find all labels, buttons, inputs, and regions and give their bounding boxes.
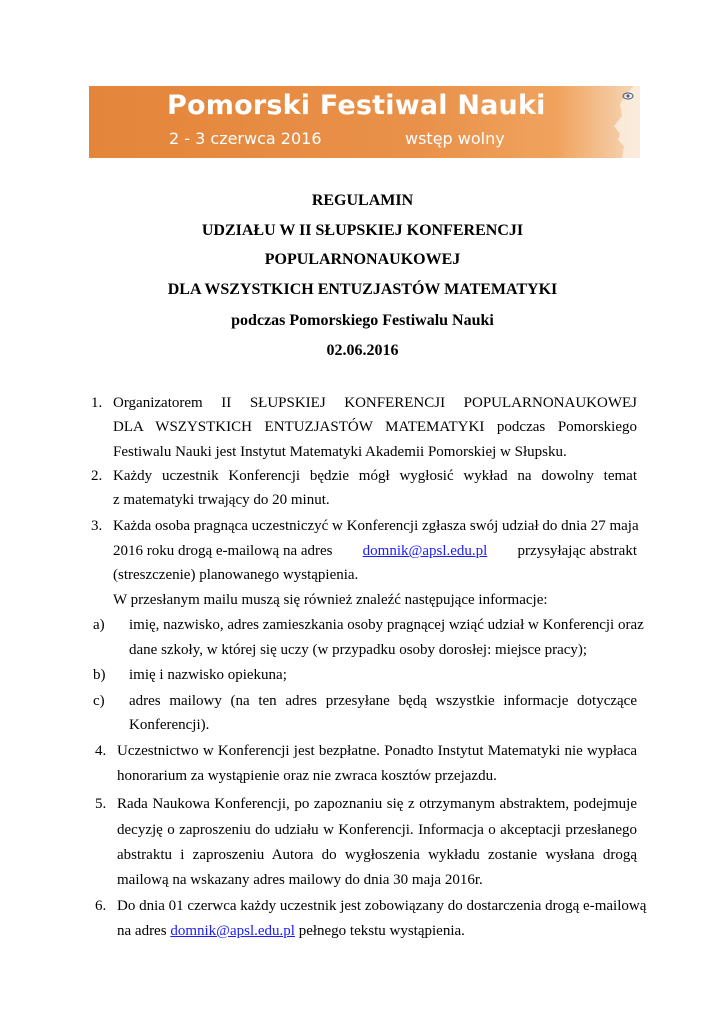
- heading-title: REGULAMIN: [311, 192, 414, 209]
- list-item-text: pełnego tekstu wystąpienia.: [298, 923, 465, 939]
- list-item-text: (streszczenie) planowanego wystąpienia.: [113, 567, 359, 583]
- list-item-text: przysyłając abstrakt: [517, 543, 637, 559]
- list-item-text: Organizatorem II SŁUPSKIEJ KONFERENCJI POPULARNONAUKOWEJ: [113, 395, 637, 411]
- list-item-text: Każda osoba pragnąca uczestniczyć w Konferencji zgłasza swój udział do dnia 27 maja: [113, 518, 639, 534]
- list-item-text: z matematyki trwający do 20 minut.: [113, 492, 330, 508]
- list-number: 6.: [95, 898, 107, 914]
- sublist-item-text: Konferencji).: [129, 717, 210, 733]
- list-item-text: Do dnia 01 czerwca każdy uczestnik jest zobowiązany do dostarczenia drogą e-mailową: [117, 898, 647, 914]
- heading-line-4: DLA WSZYSTKICH ENTUZJASTÓW MATEMATYKI: [167, 281, 558, 298]
- logo-icon: [622, 92, 634, 100]
- banner-entry: wstęp wolny: [405, 129, 505, 148]
- heading-line-2: UDZIAŁU W II SŁUPSKIEJ KONFERENCJI: [201, 222, 524, 239]
- sublist-item-text: imię i nazwisko opiekuna;: [129, 667, 287, 683]
- list-item-text-row: [117, 922, 465, 941]
- list-item-text: W przesłanym mailu muszą się również znaleźć następujące informacje:: [113, 592, 548, 608]
- list-item-text: Festiwalu Nauki jest Instytut Matematyki Akademii Pomorskiej w Słupsku.: [113, 444, 567, 460]
- list-number: 1.: [91, 395, 103, 411]
- heading-line-3: POPULARNONAUKOWEJ: [264, 251, 461, 268]
- list-item-text-row: [113, 542, 637, 561]
- list-number: 5.: [95, 796, 107, 812]
- banner-dates: 2 - 3 czerwca 2016: [169, 129, 322, 148]
- email-link[interactable]: domnik@apsl.edu.pl: [170, 923, 295, 939]
- banner-title: Pomorski Festiwal Nauki: [167, 90, 546, 121]
- list-item-text: DLA WSZYSTKICH ENTUZJASTÓW MATEMATYKI podczas Pomorskiego: [113, 419, 637, 435]
- list-item-text: na adres: [117, 923, 167, 939]
- festival-banner: [89, 86, 640, 158]
- sublist-item-text: imię, nazwisko, adres zamieszkania osoby pragnącej wziąć udział w Konferencji oraz: [129, 617, 644, 633]
- sublist-letter: a): [93, 617, 105, 633]
- head-profile-icon: [600, 86, 640, 158]
- list-item-text: 2016 roku drogą e-mailową na adres: [113, 543, 333, 559]
- list-item-text: honorarium za wystąpienie oraz nie zwraca kosztów przejazdu.: [117, 768, 497, 784]
- sublist-item-text: dane szkoły, w której się uczy (w przypadku osoby dorosłej: miejsce pracy);: [129, 642, 588, 658]
- list-item-text: Uczestnictwo w Konferencji jest bezpłatne. Ponadto Instytut Matematyki nie wypłaca: [117, 743, 637, 759]
- list-item-text: Rada Naukowa Konferencji, po zapoznaniu się z otrzymanym abstraktem, podejmuje: [117, 796, 637, 812]
- heading-date: 02.06.2016: [326, 342, 399, 359]
- list-item-text: decyzję o zaproszeniu do udziału w Konferencji. Informacja o akceptacji przesłanego: [117, 822, 637, 838]
- email-link[interactable]: domnik@apsl.edu.pl: [362, 543, 488, 559]
- list-number: 4.: [95, 743, 107, 759]
- sublist-item-text: adres mailowy (na ten adres przesyłane będą wszystkie informacje dotyczące: [129, 693, 637, 709]
- sublist-letter: b): [93, 667, 106, 683]
- list-number: 2.: [91, 468, 103, 484]
- list-number: 3.: [91, 518, 103, 534]
- list-item-text: abstraktu i zaproszeniu Autora do wygłoszenia wykładu zostanie wysłana drogą: [117, 847, 637, 863]
- list-item-text: mailową na wskazany adres mailowy do dnia 30 maja 2016r.: [117, 872, 483, 888]
- heading-line-5: podczas Pomorskiego Festiwalu Nauki: [231, 312, 494, 329]
- sublist-letter: c): [93, 693, 105, 709]
- list-item-text: Każdy uczestnik Konferencji będzie mógł wygłosić wykład na dowolny temat: [113, 468, 637, 484]
